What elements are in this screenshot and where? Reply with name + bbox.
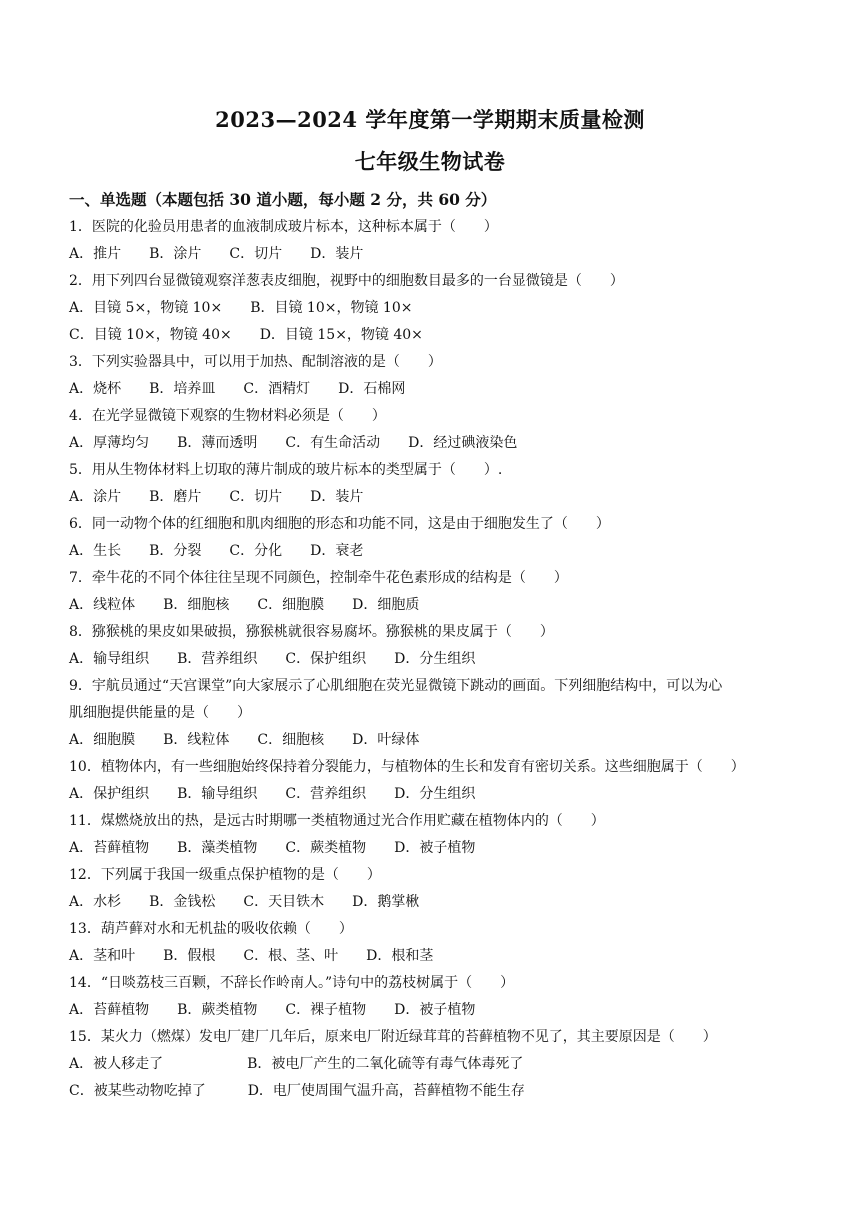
question-text: 1．医院的化验员用患者的血液制成玻片标本，这种标本属于（ ）	[69, 219, 498, 235]
answer-options: A．输导组织 B．营养组织 C．保护组织 D．分生组织	[69, 651, 476, 667]
section-heading: 一、单选题（本题包括 30 道小题，每小题 2 分，共 60 分）	[69, 190, 497, 209]
answer-options: A．推片 B．涂片 C．切片 D．装片	[69, 246, 364, 262]
question-text: 15．某火力（燃煤）发电厂建厂几年后，原来电厂附近绿茸茸的苔藓植物不见了，其主要原因是（ ）	[69, 1029, 717, 1045]
exam-title: 2023—2024 学年度第一学期期末质量检测	[215, 107, 645, 132]
question-text: 12．下列属于我国一级重点保护植物的是（ ）	[69, 867, 381, 883]
question-text: 7．牵牛花的不同个体往往呈现不同颜色，控制牵牛花色素形成的结构是（ ）	[69, 570, 568, 586]
question-text: 5．用从生物体材料上切取的薄片制成的玻片标本的类型属于（ ）.	[69, 462, 503, 478]
answer-options: C．目镜 10×，物镜 40× D．目镜 15×，物镜 40×	[69, 327, 423, 343]
answer-options: A．涂片 B．磨片 C．切片 D．装片	[69, 489, 364, 505]
question-text: 13．葫芦藓对水和无机盐的吸收依赖（ ）	[69, 921, 353, 937]
answer-options: A．被人移走了 B．被电厂产生的二氧化硫等有毒气体毒死了	[69, 1056, 524, 1072]
answer-options: A．烧杯 B．培养皿 C．酒精灯 D．石棉网	[69, 381, 406, 397]
question-text: 11．煤燃烧放出的热，是远古时期哪一类植物通过光合作用贮藏在植物体内的（ ）	[69, 813, 605, 829]
answer-options: A．厚薄均匀 B．薄而透明 C．有生命活动 D．经过碘液染色	[69, 435, 518, 451]
question-text: 3．下列实验器具中，可以用于加热、配制溶液的是（ ）	[69, 354, 442, 370]
answer-options: A．水杉 B．金钱松 C．天目铁木 D．鹅掌楸	[69, 894, 420, 910]
answer-options: A．目镜 5×，物镜 10× B．目镜 10×，物镜 10×	[69, 300, 413, 316]
question-text: 14．“日啖荔枝三百颗，不辞长作岭南人。”诗句中的荔枝树属于（ ）	[69, 975, 515, 991]
question-text-continued: 肌细胞提供能量的是（ ）	[69, 705, 251, 721]
answer-options: C．被某些动物吃掉了 D．电厂使周围气温升高，苔藓植物不能生存	[69, 1083, 525, 1099]
exam-subtitle: 七年级生物试卷	[354, 149, 506, 174]
question-text: 6．同一动物个体的红细胞和肌肉细胞的形态和功能不同，这是由于细胞发生了（ ）	[69, 516, 610, 532]
answer-options: A．苔藓植物 B．蕨类植物 C．裸子植物 D．被子植物	[69, 1002, 476, 1018]
answer-options: A．苔藓植物 B．藻类植物 C．蕨类植物 D．被子植物	[69, 840, 476, 856]
question-text: 2．用下列四台显微镜观察洋葱表皮细胞，视野中的细胞数目最多的一台显微镜是（ ）	[69, 273, 624, 289]
answer-options: A．保护组织 B．输导组织 C．营养组织 D．分生组织	[69, 786, 476, 802]
question-text: 9．宇航员通过“天宫课堂”向大家展示了心肌细胞在荧光显微镜下跳动的画面。下列细胞结构中，可以为心	[69, 678, 723, 694]
answer-options: A．细胞膜 B．线粒体 C．细胞核 D．叶绿体	[69, 732, 420, 748]
question-text: 4．在光学显微镜下观察的生物材料必须是（ ）	[69, 408, 386, 424]
answer-options: A．线粒体 B．细胞核 C．细胞膜 D．细胞质	[69, 597, 420, 613]
question-text: 10．植物体内，有一些细胞始终保持着分裂能力，与植物体的生长和发育有密切关系。这些细胞属于（ ）	[69, 759, 745, 775]
question-text: 8．猕猴桃的果皮如果破损，猕猴桃就很容易腐坏。猕猴桃的果皮属于（ ）	[69, 624, 554, 640]
answer-options: A．生长 B．分裂 C．分化 D．衰老	[69, 543, 364, 559]
answer-options: A．茎和叶 B．假根 C．根、茎、叶 D．根和茎	[69, 948, 434, 964]
